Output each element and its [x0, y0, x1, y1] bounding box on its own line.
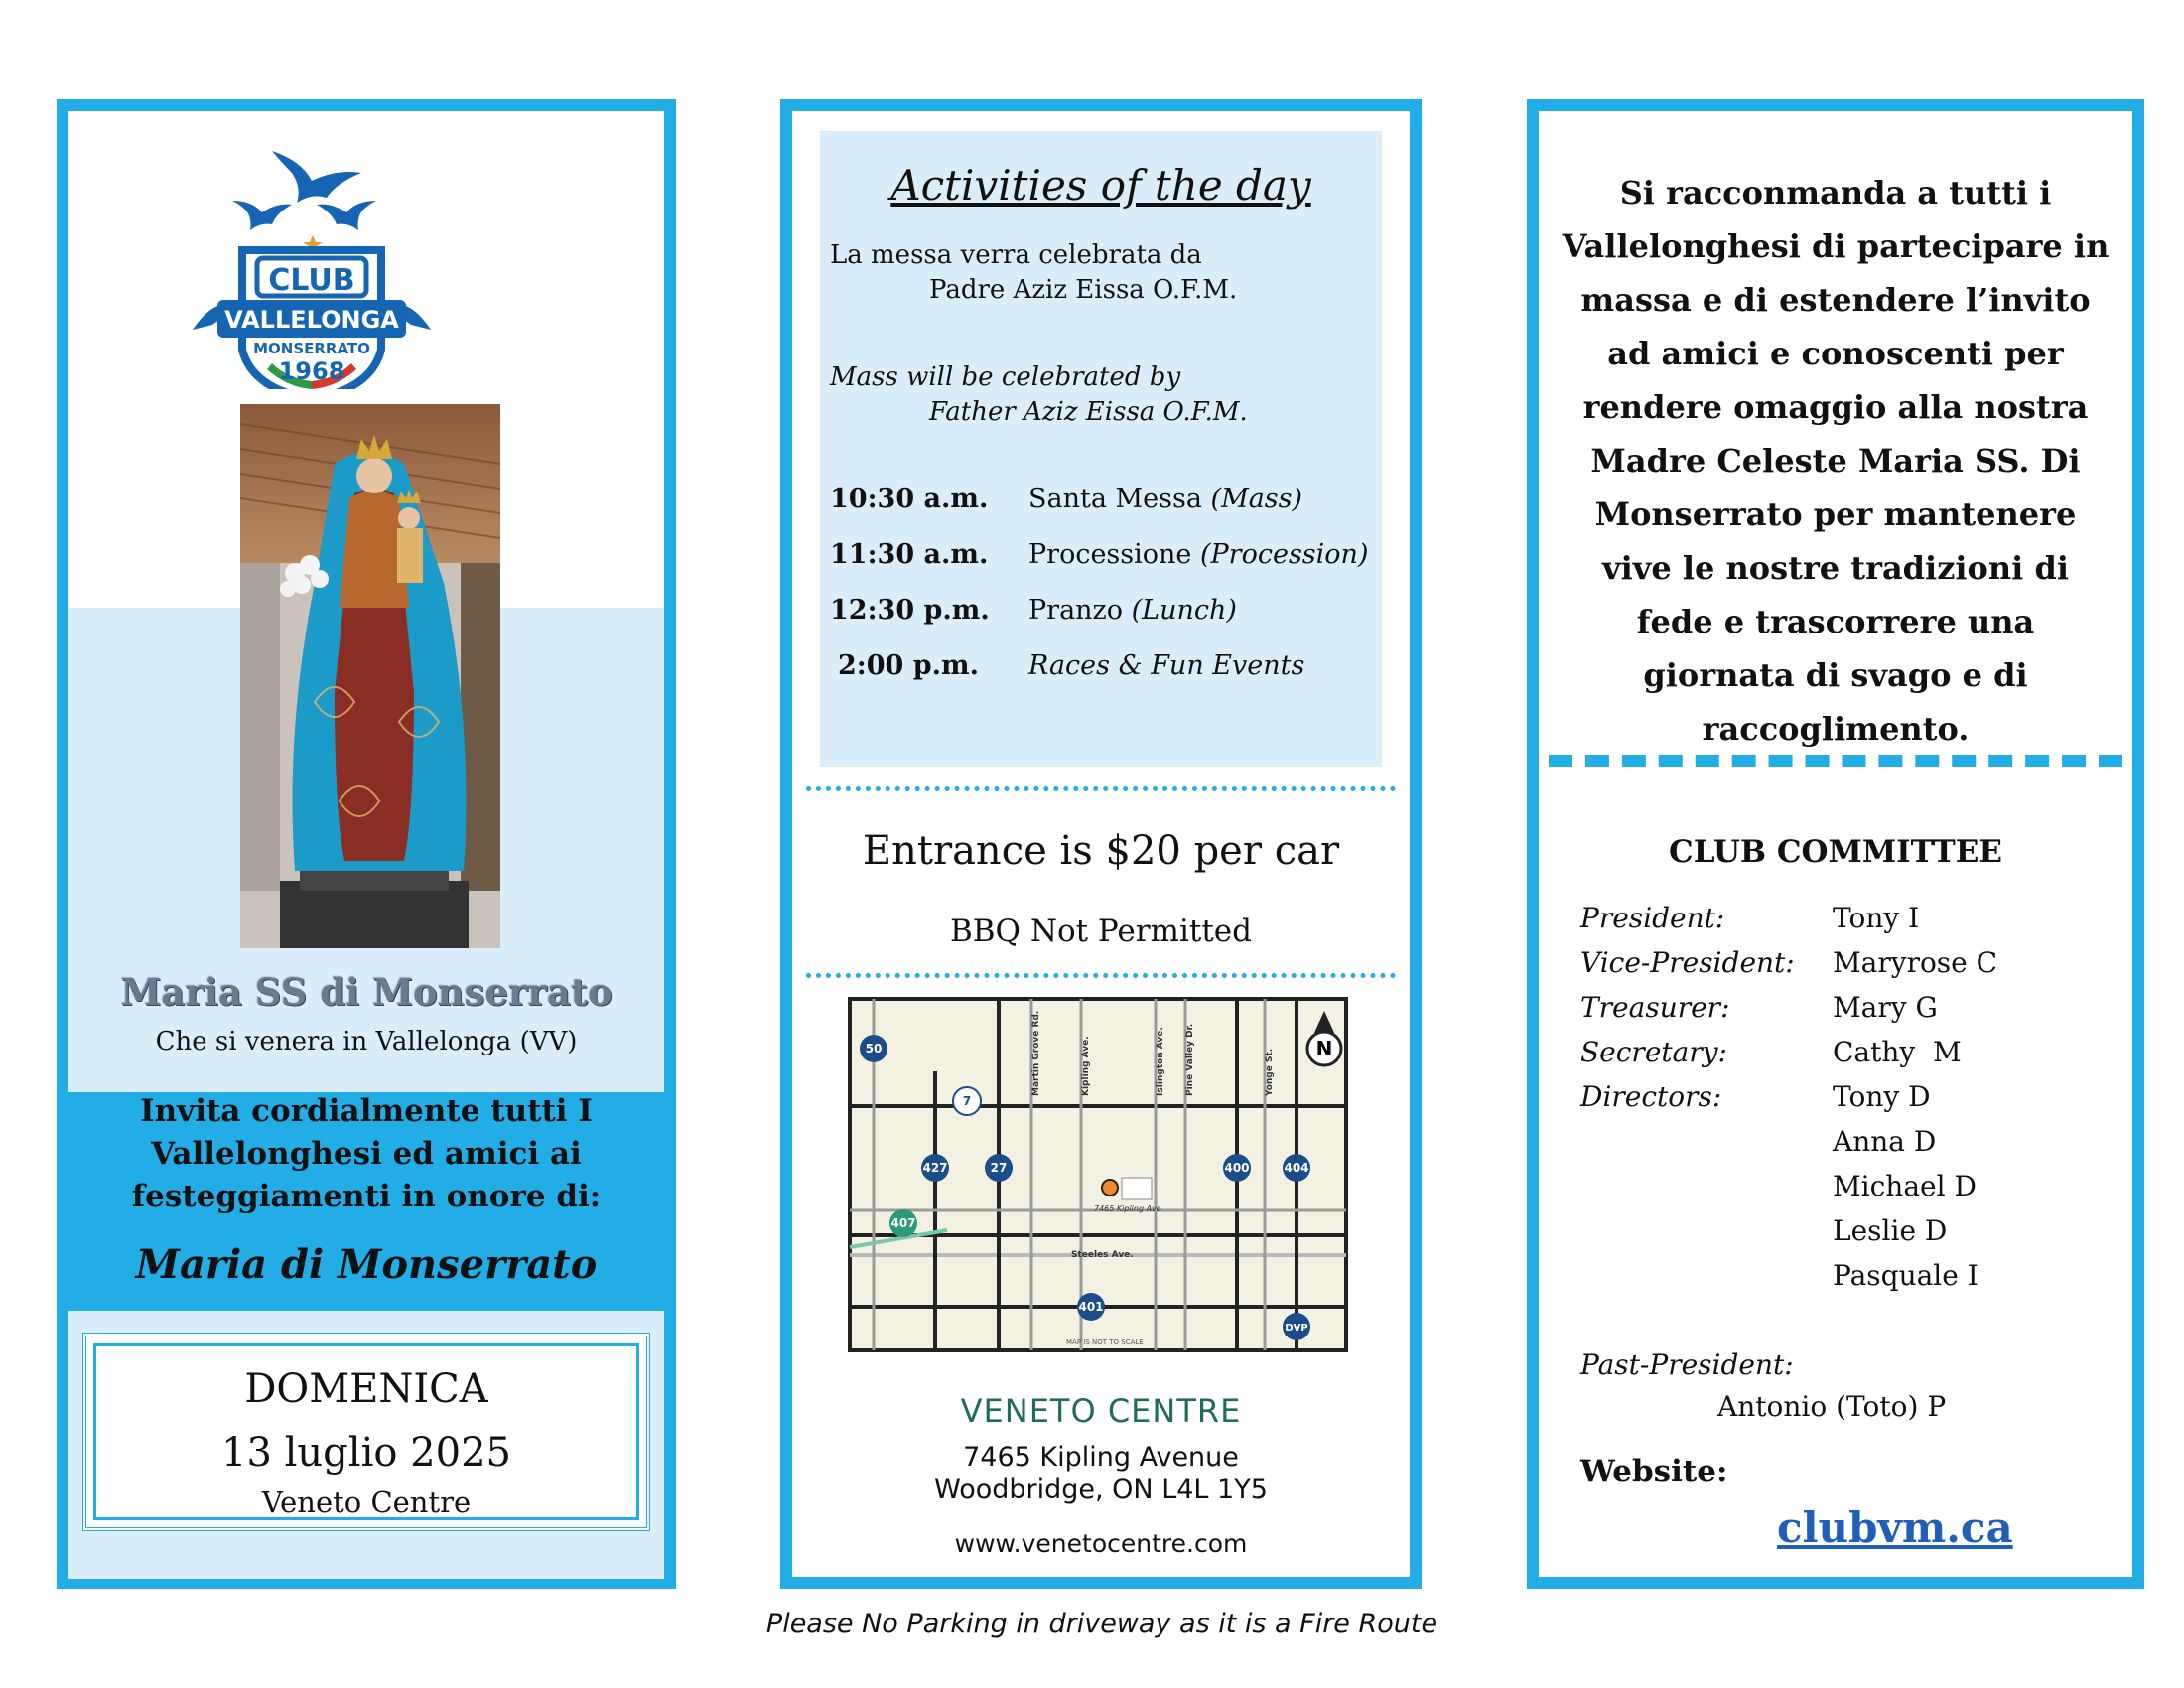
- schedule-event: Races & Fun Events: [1028, 650, 1305, 681]
- svg-text:Yonge St.: Yonge St.: [1265, 1048, 1275, 1096]
- committee-row: Anna D: [1833, 1125, 1937, 1158]
- svg-text:Kipling Ave.: Kipling Ave.: [1081, 1036, 1091, 1096]
- svg-text:N: N: [1315, 1037, 1333, 1060]
- entrance-fee: Entrance is $20 per car: [862, 828, 1340, 874]
- svg-text:Islington Ave.: Islington Ave.: [1156, 1027, 1165, 1096]
- schedule-time: 12:30 p.m.: [830, 595, 990, 626]
- invite-text: Invita cordialmente tutti I Vallelonghesi ed amici ai festeggiamenti in onore di:: [131, 1093, 602, 1214]
- statue-subtitle: Che si venera in Vallelonga (VV): [155, 1027, 578, 1056]
- dotted-divider: [806, 786, 1396, 791]
- svg-text:DVP: DVP: [1285, 1323, 1308, 1334]
- statue-title: Maria SS di Monserrato: [120, 970, 613, 1014]
- svg-text:404: 404: [1284, 1161, 1309, 1175]
- svg-text:7465 Kipling Ave: 7465 Kipling Ave: [1094, 1204, 1161, 1213]
- right-panel: [1527, 99, 2144, 1589]
- committee-title: CLUB COMMITTEE: [1669, 834, 2002, 870]
- mass-english-line1: Mass will be celebrated by: [830, 362, 1181, 392]
- logo-emblem-icon: [68, 141, 664, 389]
- schedule-event: Santa Messa (Mass): [1028, 484, 1303, 514]
- dashed-divider: [1549, 755, 2122, 767]
- svg-text:400: 400: [1224, 1161, 1250, 1175]
- committee-row: Michael D: [1833, 1170, 1977, 1202]
- venue-address-line1: 7465 Kipling Avenue: [963, 1442, 1239, 1473]
- event-day: DOMENICA: [244, 1366, 488, 1412]
- mass-english-line2: Father Aziz Eissa O.F.M.: [929, 397, 1248, 427]
- event-date: 13 luglio 2025: [221, 1430, 511, 1476]
- left-panel: [57, 99, 676, 1589]
- schedule-event: Pranzo (Lunch): [1028, 595, 1237, 626]
- svg-text:1968: 1968: [278, 357, 345, 385]
- mass-italian-line2: Padre Aziz Eissa O.F.M.: [929, 275, 1238, 305]
- svg-text:Martin Grove Rd.: Martin Grove Rd.: [1031, 1010, 1041, 1096]
- svg-text:401: 401: [1078, 1300, 1104, 1314]
- schedule-time: 10:30 a.m.: [830, 484, 989, 514]
- committee-list: [1580, 902, 2116, 1304]
- website-label: Website:: [1580, 1454, 1728, 1489]
- venue-address-line2: Woodbridge, ON L4L 1Y5: [934, 1475, 1268, 1505]
- activities-title: Activities of the day: [890, 161, 1311, 210]
- committee-row: Directors: Tony D: [1580, 1080, 1931, 1113]
- past-president-label: Past-President:: [1580, 1348, 1794, 1381]
- svg-text:407: 407: [890, 1216, 916, 1230]
- date-box: [82, 1333, 650, 1531]
- schedule-time: 2:00 p.m.: [838, 650, 979, 681]
- club-logo: [68, 141, 664, 389]
- schedule-time: 11:30 a.m.: [830, 539, 989, 570]
- svg-text:Steeles Ave.: Steeles Ave.: [1071, 1250, 1134, 1260]
- middle-panel: [780, 99, 1422, 1589]
- statue-photo: [240, 404, 500, 948]
- committee-row: Pasquale I: [1833, 1259, 1979, 1292]
- event-venue: Veneto Centre: [261, 1485, 472, 1519]
- past-president-name: Antonio (Toto) P: [1717, 1390, 1947, 1423]
- svg-text:CLUB: CLUB: [268, 263, 355, 298]
- svg-text:MONSERRATO: MONSERRATO: [253, 340, 370, 357]
- svg-text:427: 427: [922, 1161, 948, 1175]
- committee-row: Leslie D: [1833, 1214, 1948, 1247]
- schedule-event: Processione (Procession): [1028, 539, 1369, 570]
- parking-note: Please No Parking in driveway as it is a Fire Route: [765, 1609, 1438, 1639]
- website-link[interactable]: clubvm.ca: [1777, 1503, 2013, 1552]
- venue-name: VENETO CENTRE: [960, 1392, 1242, 1430]
- activities-box: [820, 131, 1382, 767]
- svg-text:MAP IS NOT TO SCALE: MAP IS NOT TO SCALE: [1066, 1338, 1144, 1346]
- svg-text:Pine Valley Dr.: Pine Valley Dr.: [1185, 1023, 1195, 1096]
- invitation-paragraph: Si racconmanda a tutti i Vallelonghesi di partecipare in massa e di estendere l’invito ad amici e conoscenti per rendere omaggio alla nostra Madre Celeste Maria SS. Di Monserrato per mantenere vive le nostre tradizioni di fede e trascorrere una giornata di svago e di raccoglimento.: [1562, 174, 2110, 748]
- venue-website[interactable]: www.venetocentre.com: [954, 1529, 1248, 1558]
- committee-row: Secretary: Cathy M: [1580, 1036, 1962, 1068]
- mass-italian-line1: La messa verra celebrata da: [830, 240, 1202, 270]
- committee-row: President: Tony I: [1580, 902, 1920, 934]
- dotted-divider: [806, 973, 1396, 978]
- committee-row: Vice-President: Maryrose C: [1580, 946, 1998, 979]
- location-map: [848, 997, 1348, 1352]
- svg-text:27: 27: [990, 1161, 1008, 1175]
- svg-text:VALLELONGA: VALLELONGA: [224, 306, 399, 334]
- honoree-name: Maria di Monserrato: [135, 1241, 598, 1288]
- bbq-note: BBQ Not Permitted: [950, 914, 1252, 949]
- svg-text:50: 50: [865, 1042, 883, 1055]
- committee-row: Treasurer: Mary G: [1580, 991, 1938, 1024]
- svg-text:7: 7: [962, 1094, 972, 1108]
